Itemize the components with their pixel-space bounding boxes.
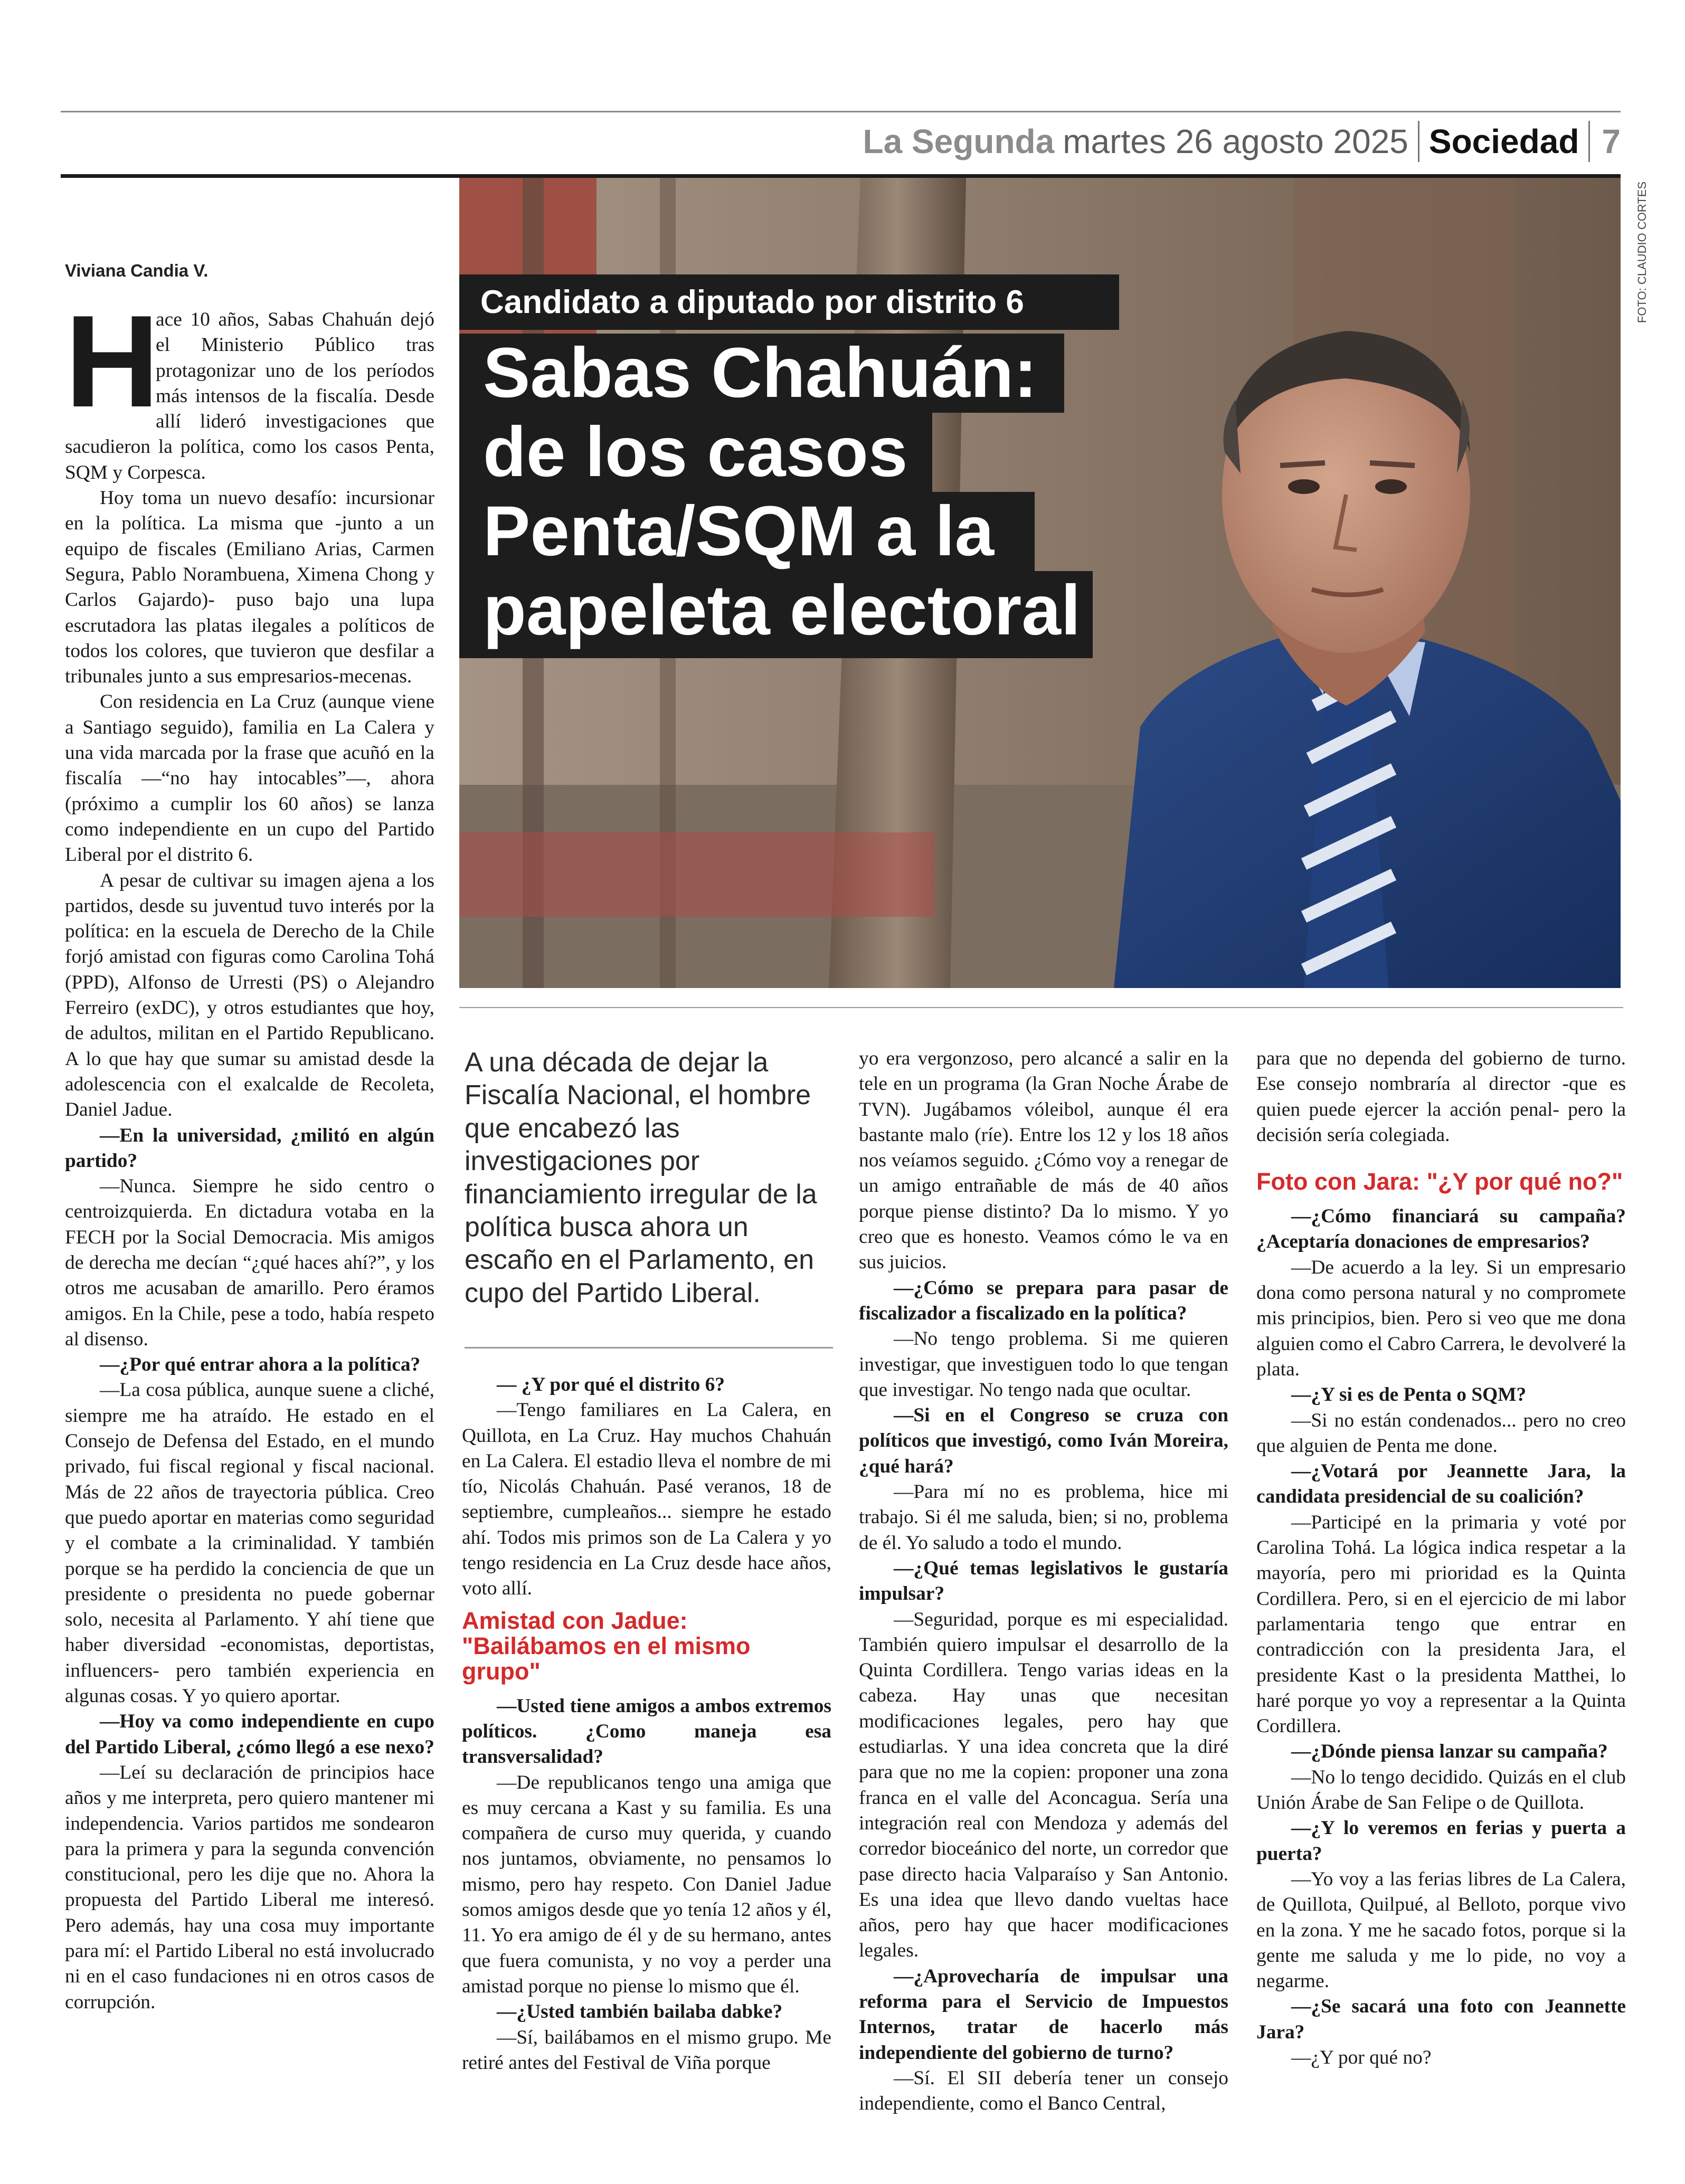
masthead-divider	[1588, 121, 1590, 162]
interview-answer: —No tengo problema. Si me quieren investigar, que investiguen todo lo que tengan que investigar. No tengo nada que ocultar.	[859, 1328, 1228, 1401]
body-paragraph: A pesar de cultivar su imagen ajena a los partidos, desde su juventud tuvo interés por la política: en la escuela de Derecho de la Chile forjó amistad con figuras como Carolina Tohá (PPD), Alfonso de Urresti (PS) o Alejandro Ferreiro (exDC), y otros estudiantes que hoy, de adultos, militan en el Partido Republicano. A lo que hay que sumar su amistad desde la adolescencia con el exalcalde de Recoleta, Daniel Jadue.	[65, 869, 434, 1121]
interview-question: —¿Cómo financiará su campaña? ¿Aceptaría donaciones de empresarios?	[1256, 1205, 1626, 1253]
masthead-divider	[1418, 121, 1419, 162]
interview-answer: —Seguridad, porque es mi especialidad. También quiero impulsar el desarrollo de la Quinta Cordillera. Tengo varias ideas en la cabeza. Hay unas que necesitan modificaciones legales, pero hay que estudiarlas. Y una idea concreta que la diré para que no me la copien: proponer una zona franca en el valle del Aconcagua. Sería una integración real con Mendoza y además del corredor bioceánico del norte, un corredor que pase directo hacia Valparaíso y San Antonio. Es una idea que llevo dando vueltas hace años, pero hay que hacer modificaciones legales.	[859, 1608, 1228, 1962]
interview-question: —¿Y si es de Penta o SQM?	[1291, 1384, 1527, 1406]
interview-question: —¿Usted también bailaba dabke?	[497, 2001, 783, 2023]
masthead	[686, 115, 1621, 168]
interview-answer: —Sí, bailábamos en el mismo grupo. Me retiré antes del Festival de Viña porque	[462, 2026, 831, 2074]
interview-question: —¿Y lo veremos en ferias y puerta a puerta?	[1256, 1817, 1626, 1865]
article-deck: A una década de dejar la Fiscalía Nacional, el hombre que encabezó las investigaciones por financiamiento irregular de la política busca ahora un escaño en el Parlamento, en cupo del Partido Liberal.	[465, 1047, 817, 1308]
interview-answer: —Leí su declaración de principios hace años y me interpreta, pero quiero mantener mi independencia. Varios partidos me sondearon para la primera y para la segunda convención constitucional, pero les dije que no. Ahora la propuesta del Partido Liberal me interesó. Pero además, hay una cosa muy importante para mí: el Partido Liberal no está involucrado ni en el caso fundaciones ni en otros casos de corrupción.	[65, 1761, 434, 2013]
article-column-1	[65, 288, 434, 2015]
interview-answer: —¿Y por qué no?	[1291, 2046, 1432, 2068]
interview-answer: —Sí. El SII debería tener un consejo independiente, como el Banco Central,	[859, 2067, 1228, 2115]
headline-line: papeleta electoral	[459, 571, 1093, 658]
interview-answer: yo era vergonzoso, pero alcancé a salir en la tele en un programa (la Gran Noche Árabe de TVN). Jugábamos vóleibol, aunque él era bastante malo (ríe). Entre los 12 y los 18 años nos veíamos seguido. ¿Cómo voy a renegar de un amigo entrañable de más de 40 años porque piense distinto? Da lo mismo. Y yo creo que es honesto. Veamos cómo le va en sus juicios.	[859, 1048, 1228, 1274]
lead-paragraph: ace 10 años, Sabas Chahuán dejó el Ministerio Público tras protagonizar uno de los períodos más intensos de la fiscalía. Desde allí lideró investigaciones que sacudieron la política, como los casos Penta, SQM y Corpesca.	[65, 309, 434, 483]
article-column-4	[1256, 1046, 1626, 2071]
interview-question: —¿Por qué entrar ahora a la política?	[100, 1354, 421, 1376]
interview-answer: —La cosa pública, aunque suene a cliché, siempre me ha atraído. He estado en el Consejo de Defensa del Estado, en el mundo privado, fui fiscal regional y fiscal nacional. Más de 22 años de trayectoria pública. Creo que puedo aportar en materias como seguridad y el combate a la criminalidad. Y también porque se ha perdido la conciencia de que un presidente o presidenta no puede gobernar solo, necesita al Parlamento. Y ahí tiene que haber diversidad -economistas, deportistas, influencers- pero también experiencia en algunas cosas. Y yo quiero aportar.	[65, 1379, 434, 1707]
issue-date: martes 26 agosto 2025	[1063, 122, 1408, 160]
body-paragraph: Hoy toma un nuevo desafío: incursionar en la política. La misma que -junto a un equipo de fiscales (Emiliano Arias, Carmen Segura, Pablo Norambuena, Ximena Chong y Carlos Gajardo)- puso bajo una lupa escrutadora las platas ilegales a políticos de todos los colores, que tuvieron que desfilar a tribunales junto a sus empresarios-mecenas.	[65, 487, 434, 688]
interview-question: —¿Qué temas legislativos le gustaría impulsar?	[859, 1557, 1228, 1605]
headline-line: Sabas Chahuán:	[459, 334, 1064, 413]
drop-cap: H	[65, 288, 160, 434]
newspaper-brand: La Segunda	[863, 122, 1055, 160]
section-rule	[61, 174, 1621, 178]
interview-question: —Hoy va como independiente en cupo del Partido Liberal, ¿cómo llegó a ese nexo?	[65, 1711, 434, 1758]
interview-answer: —Yo voy a las ferias libres de La Calera, de Quillota, Quilpué, al Belloto, porque vivo en la zona. Y me he sacado fotos, porque si la gente me saluda y me lo pide, no voy a negarme.	[1256, 1868, 1626, 1992]
interview-answer: —Si no están condenados... pero no creo que alguien de Penta me done.	[1256, 1409, 1626, 1457]
interview-question: —¿Votará por Jeannette Jara, la candidata presidencial de su coalición?	[1256, 1460, 1626, 1508]
interview-answer: —De republicanos tengo una amiga que es muy cercana a Kast y su familia. Es una compañera de curso muy querida, y cuando nos juntamos, obviamente, no pensamos lo mismo, pero hay respeto. Con Daniel Jadue somos amigos desde que yo tenía 12 años y él, 11. Yo era amigo de él y de su hermano, antes que fuera comunista, y no voy a perder una amistad porque no piense lo mismo que él.	[462, 1771, 831, 1997]
subheading: Amistad con Jadue: "Bailábamos en el mismo grupo"	[462, 1607, 751, 1685]
article-column-2	[462, 1372, 831, 2076]
interview-answer: para que no dependa del gobierno de turno. Ese consejo nombraría al director -que es quien puede ejercer la acción penal- pero la decisión sería colegiada.	[1256, 1048, 1626, 1146]
interview-question: —¿Cómo se prepara para pasar de fiscalizador a fiscalizado en la política?	[859, 1277, 1228, 1324]
interview-answer: —No lo tengo decidido. Quizás en el club Unión Árabe de San Felipe o de Quillota.	[1256, 1766, 1626, 1814]
headline-kicker: Candidato a diputado por distrito 6	[459, 274, 1119, 330]
interview-question: — ¿Y por qué el distrito 6?	[497, 1374, 725, 1395]
interview-question: —¿Se sacará una foto con Jeannette Jara?	[1256, 1996, 1626, 2043]
interview-question: —Usted tiene amigos a ambos extremos políticos. ¿Como maneja esa transversalidad?	[462, 1695, 831, 1768]
article-column-3	[859, 1046, 1228, 2116]
interview-answer: —Para mí no es problema, hice mi trabajo. Si él me saluda, bien; si no, problema de él. Yo saludo a todo el mundo.	[859, 1481, 1228, 1554]
section-name: Sociedad	[1428, 122, 1579, 160]
deck-rule	[465, 1347, 833, 1349]
interview-question: —¿Dónde piensa lanzar su campaña?	[1291, 1741, 1608, 1763]
photo-credit: FOTO: CLAUDIO CORTES	[1635, 181, 1649, 323]
interview-answer: —Tengo familiares en La Calera, en Quillota, en La Cruz. Hay muchos Chahuán en La Calera. El estadio lleva el nombre de mi tío, Nicolás Chahuán. Pasé veranos, 18 de septiembre, cumpleaños... siempre he estado ahí. Todos mis primos son de La Calera y yo tengo residencia en La Cruz desde hace años, voto allí.	[462, 1399, 831, 1600]
top-rule	[61, 111, 1621, 112]
interview-answer: —Participé en la primaria y voté por Carolina Tohá. La lógica indica respetar a la mayoría, pero mi prioridad es la Quinta Cordillera. Pero, si en el ejercicio de mi labor parlamentaria tengo que entrar en contradicción con la presidenta Jara, el presidente Kast o la presidenta Matthei, lo haré porque yo voy a representar a la Quinta Cordillera.	[1256, 1511, 1626, 1737]
body-paragraph: Con residencia en La Cruz (aunque viene a Santiago seguido), familia en La Calera y una vida marcada por la frase que acuñó en la fiscalía —“no hay intocables”—, ahora (próximo a cumplir los 60 años) se lanza como independiente en un cupo del Partido Liberal por el distrito 6.	[65, 691, 434, 866]
interview-question: —¿Aprovecharía de impulsar una reforma para el Servicio de Impuestos Internos, tratar de hacerlo más independiente del gobierno de turno?	[859, 1965, 1228, 2064]
page-number: 7	[1602, 122, 1621, 160]
interview-question: —Si en el Congreso se cruza con políticos que investigó, como Iván Moreira, ¿qué hará?	[859, 1404, 1228, 1477]
headline-line: de los casos	[459, 413, 932, 492]
subheading: Foto con Jara: "¿Y por qué no?"	[1256, 1168, 1623, 1195]
headline-line: Penta/SQM a la	[459, 492, 1035, 571]
interview-answer: —Nunca. Siempre he sido centro o centroizquierda. En dictadura votaba en la FECH por la Social Democracia. Mis amigos de derecha me decían “¿qué haces ahí?”, y los otros me acusaban de amarillo. Pero éramos amigos. En la Chile, pese a todo, había respeto al disenso.	[65, 1175, 434, 1350]
interview-answer: —De acuerdo a la ley. Si un empresario dona como persona natural y no compromete mis principios, bien. Pero si veo que me dona alguien como el Cabro Carrera, le devolveré la plata.	[1256, 1256, 1626, 1380]
byline: Viviana Candia V.	[65, 261, 209, 280]
photo-bottom-rule	[459, 1007, 1623, 1008]
interview-question: —En la universidad, ¿militó en algún partido?	[65, 1124, 434, 1172]
